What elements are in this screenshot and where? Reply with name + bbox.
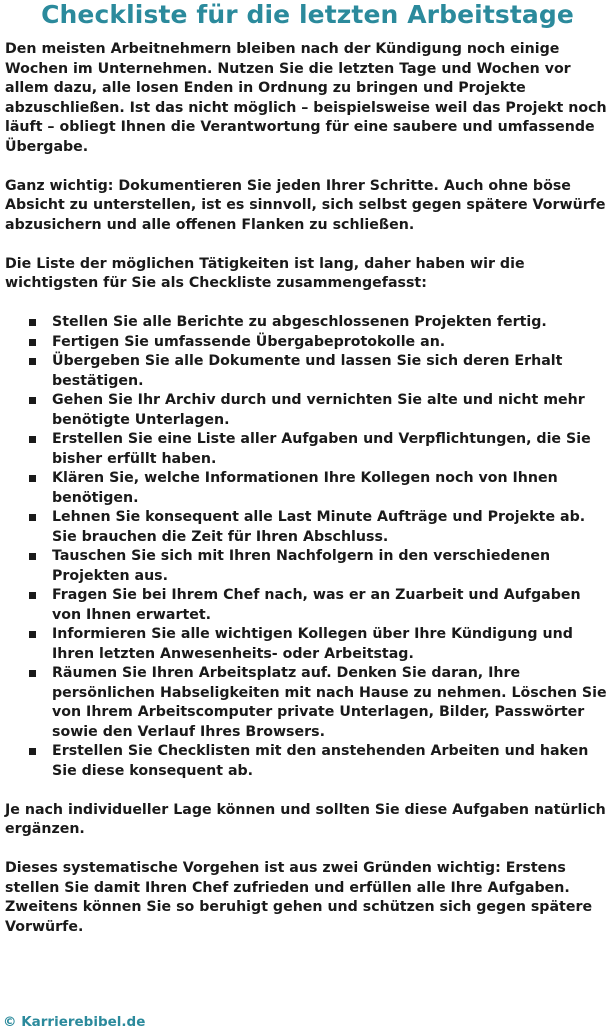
square-bullet-icon — [29, 631, 36, 638]
checklist-item-text: Informieren Sie alle wichtigen Kollegen über Ihre Kündigung und Ihren letzten Anwesenheits- oder Arbeitstag. — [52, 626, 573, 662]
checklist-item — [52, 313, 611, 333]
checklist — [5, 313, 611, 781]
checklist-item-text: Gehen Sie Ihr Archiv durch und vernichten Sie alte und nicht mehr benötigte Unterlagen. — [52, 392, 585, 428]
checklist-item-text: Übergeben Sie alle Dokumente und lassen Sie sich deren Erhalt bestätigen. — [52, 353, 563, 389]
checklist-item — [52, 742, 611, 781]
page-title: Checkliste für die letzten Arbeitstage — [41, 0, 574, 29]
square-bullet-icon — [29, 436, 36, 443]
checklist-item-text: Lehnen Sie konsequent alle Last Minute Aufträge und Projekte ab. Sie brauchen die Zeit für Ihren Abschluss. — [52, 509, 586, 545]
square-bullet-icon — [29, 339, 36, 346]
intro-paragraph: Den meisten Arbeitnehmern bleiben nach der Kündigung noch einige Wochen im Unternehmen. Nutzen Sie die letzten Tage und Wochen vor allem dazu, alle losen Enden in Ordnung zu bringen und Projekte abzuschließen. Ist das nicht möglich – beispielsweise weil das Projekt noch läuft – obliegt Ihnen die Verantwortung für eine saubere und umfassende Übergabe. — [5, 41, 607, 155]
checklist-item — [52, 508, 611, 547]
square-bullet-icon — [29, 670, 36, 677]
checklist-item-text: Klären Sie, welche Informationen Ihre Kollegen noch von Ihnen benötigen. — [52, 470, 558, 506]
supplement-paragraph: Je nach individueller Lage können und sollten Sie diese Aufgaben natürlich ergänzen. — [5, 801, 606, 837]
square-bullet-icon — [29, 514, 36, 521]
square-bullet-icon — [29, 397, 36, 404]
checklist-item — [52, 352, 611, 391]
checklist-item-text: Fragen Sie bei Ihrem Chef nach, was er an Zuarbeit und Aufgaben von Ihnen erwartet. — [52, 587, 581, 623]
square-bullet-icon — [29, 319, 36, 326]
checklist-item — [52, 586, 611, 625]
checklist-item — [52, 664, 611, 742]
documentation-paragraph: Ganz wichtig: Dokumentieren Sie jeden Ihrer Schritte. Auch ohne böse Absicht zu unterstellen, ist es sinnvoll, sich selbst gegen spätere Vorwürfe abzusichern und alle offenen Flanken zu schließen. — [5, 177, 606, 233]
square-bullet-icon — [29, 475, 36, 482]
document-body — [5, 40, 611, 957]
square-bullet-icon — [29, 592, 36, 599]
checklist-item — [52, 469, 611, 508]
checklist-item-text: Tauschen Sie sich mit Ihren Nachfolgern in den verschiedenen Projekten aus. — [52, 548, 551, 584]
square-bullet-icon — [29, 553, 36, 560]
checklist-item-text: Fertigen Sie umfassende Übergabeprotokolle an. — [52, 333, 446, 350]
checklist-item-text: Stellen Sie alle Berichte zu abgeschlossenen Projekten fertig. — [52, 314, 547, 330]
square-bullet-icon — [29, 748, 36, 755]
conclusion-paragraph: Dieses systematische Vorgehen ist aus zwei Gründen wichtig: Erstens stellen Sie damit Ihren Chef zufrieden und erfüllen alle Ihre Aufgaben. Zweitens können Sie so beruhigt gehen und schützen sich gegen spätere Vorwürfe. — [5, 860, 593, 935]
copyright-footer: © Karrierebibel.de — [3, 1014, 146, 1030]
checklist-item-text: Erstellen Sie eine Liste aller Aufgaben und Verpflichtungen, die Sie bisher erfüllt haben. — [52, 431, 591, 467]
checklist-item — [52, 333, 611, 353]
checklist-item — [52, 625, 611, 664]
checklist-item — [52, 547, 611, 586]
square-bullet-icon — [29, 358, 36, 365]
checklist-item — [52, 391, 611, 430]
checklist-item-text: Erstellen Sie Checklisten mit den anstehenden Arbeiten und haken Sie diese konsequent ab. — [52, 743, 589, 779]
checklist-item-text: Räumen Sie Ihren Arbeitsplatz auf. Denken Sie daran, Ihre persönlichen Habseligkeiten mit nach Hause zu nehmen. Löschen Sie von Ihrem Arbeitscomputer private Unterlagen, Bilder, Passwörter sowie den Verlauf Ihres Browsers. — [52, 665, 607, 740]
checklist-item — [52, 430, 611, 469]
checklist-intro-paragraph: Die Liste der möglichen Tätigkeiten ist lang, daher haben wir die wichtigsten für Sie als Checkliste zusammengefasst: — [5, 255, 525, 291]
